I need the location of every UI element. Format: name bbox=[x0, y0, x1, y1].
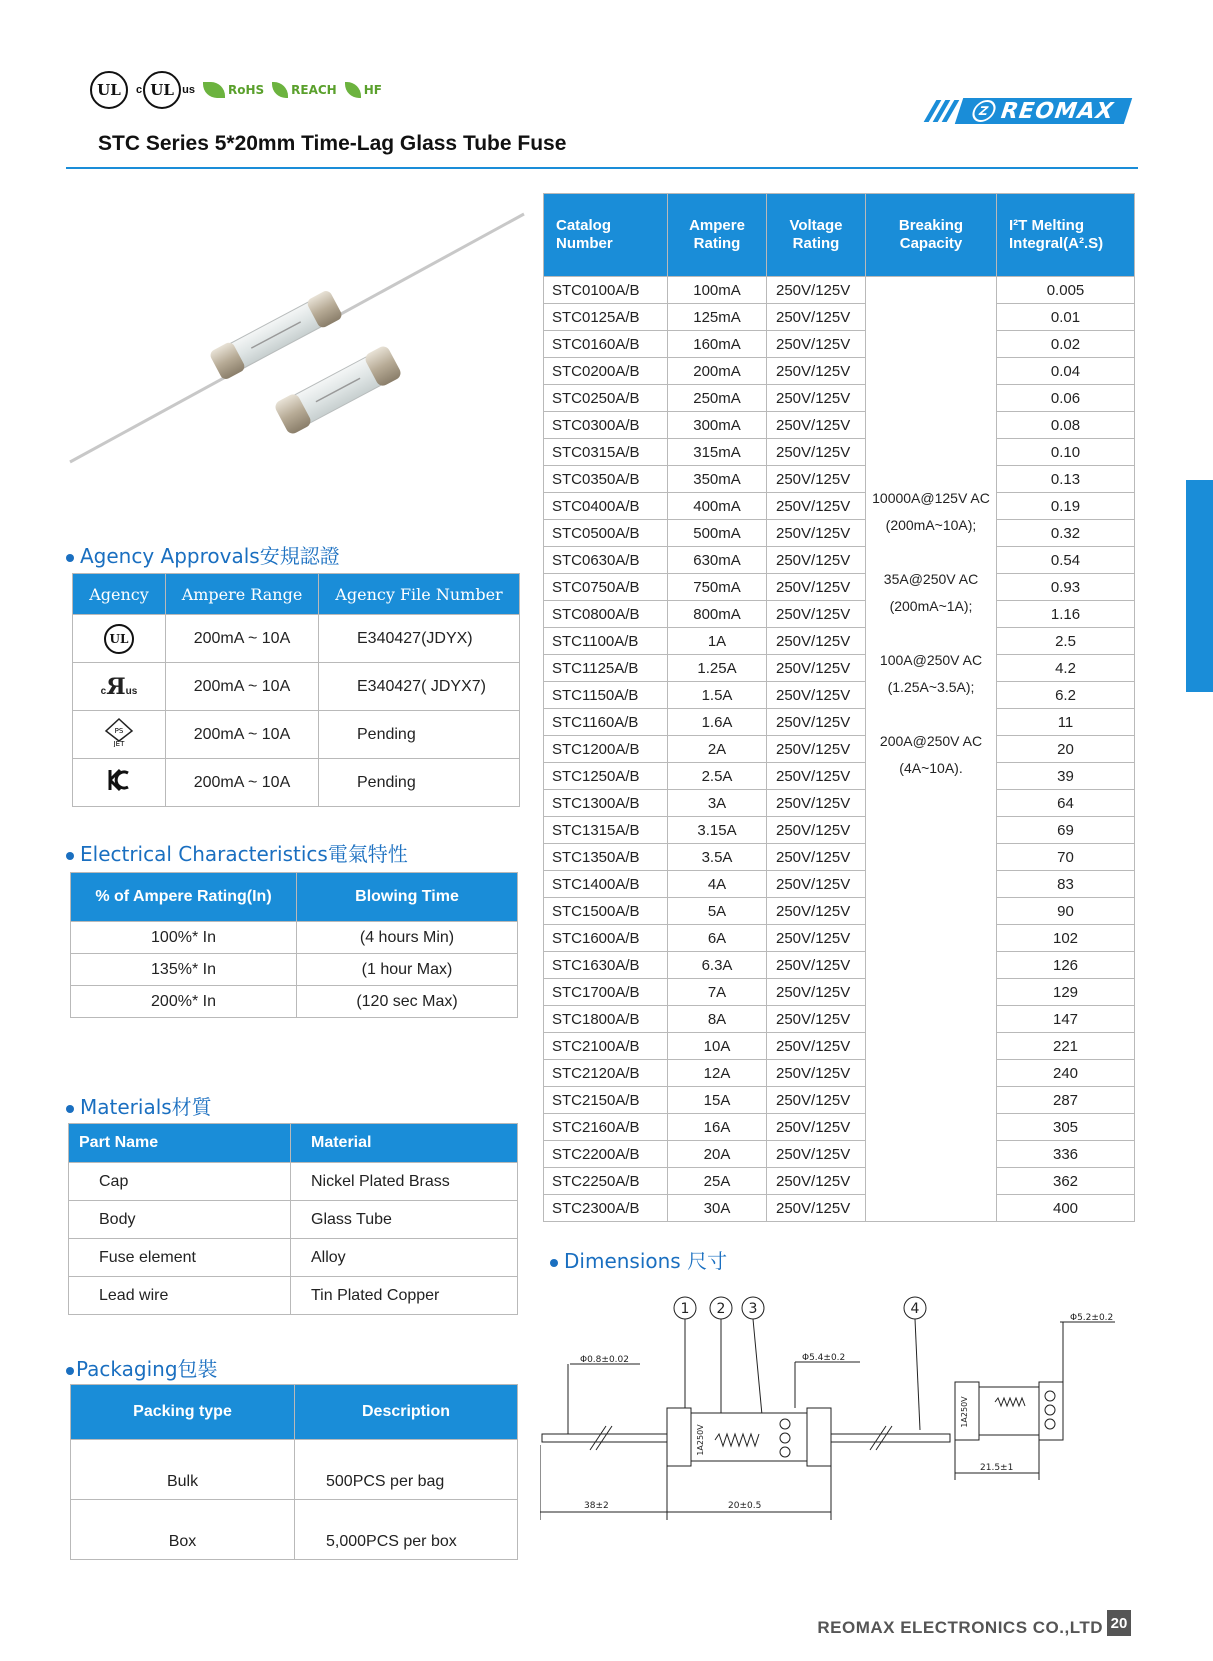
i2t-cell: 102 bbox=[997, 925, 1135, 952]
agency-approvals-heading: Agency Approvals安規認證 bbox=[66, 540, 340, 569]
ampere-rating-cell: 315mA bbox=[668, 439, 767, 466]
catalog-number-cell: STC1200A/B bbox=[544, 736, 668, 763]
rohs-leaf-icon: RoHS bbox=[203, 82, 264, 98]
i2t-cell: 0.04 bbox=[997, 358, 1135, 385]
table-row bbox=[544, 1060, 1135, 1087]
svg-text:38±2: 38±2 bbox=[584, 1501, 609, 1511]
table-row: 135%* In (1 hour Max) bbox=[71, 954, 518, 986]
voltage-rating-cell: 250V/125V bbox=[767, 1087, 866, 1114]
i2t-cell: 147 bbox=[997, 1006, 1135, 1033]
brand-logo: Z REOMAX bbox=[930, 98, 1128, 124]
ampere-rating-cell: 1.25A bbox=[668, 655, 767, 682]
table-row bbox=[544, 574, 1135, 601]
breaking-capacity-line: 10000A@125V AC bbox=[872, 490, 990, 506]
packaging-heading: Packaging包裝 bbox=[66, 1353, 218, 1382]
ampere-rating-cell: 2.5A bbox=[668, 763, 767, 790]
i2t-cell: 0.13 bbox=[997, 466, 1135, 493]
i2t-cell: 362 bbox=[997, 1168, 1135, 1195]
i2t-cell: 1.16 bbox=[997, 601, 1135, 628]
voltage-rating-cell: 250V/125V bbox=[767, 709, 866, 736]
catalog-number-cell: STC2150A/B bbox=[544, 1087, 668, 1114]
fuse-product-image bbox=[66, 210, 526, 470]
voltage-rating-cell: 250V/125V bbox=[767, 520, 866, 547]
voltage-rating-cell: 250V/125V bbox=[767, 1114, 866, 1141]
voltage-rating-cell: 250V/125V bbox=[767, 817, 866, 844]
voltage-rating-cell: 250V/125V bbox=[767, 439, 866, 466]
ul-icon: UL bbox=[90, 71, 128, 109]
catalog-number-cell: STC0300A/B bbox=[544, 412, 668, 439]
table-row bbox=[544, 412, 1135, 439]
table-row: cЯus 200mA ~ 10A E340427( JDYX7) bbox=[73, 663, 520, 711]
table-row bbox=[544, 925, 1135, 952]
catalog-number-cell: STC0315A/B bbox=[544, 439, 668, 466]
i2t-cell: 0.32 bbox=[997, 520, 1135, 547]
svg-text:21.5±1: 21.5±1 bbox=[980, 1463, 1014, 1473]
i2t-cell: 83 bbox=[997, 871, 1135, 898]
reach-leaf-icon: REACH bbox=[272, 82, 337, 98]
catalog-number-cell: STC1600A/B bbox=[544, 925, 668, 952]
ampere-rating-cell: 2A bbox=[668, 736, 767, 763]
ampere-rating-cell: 800mA bbox=[668, 601, 767, 628]
breaking-capacity-line bbox=[866, 701, 996, 728]
catalog-number-cell: STC0630A/B bbox=[544, 547, 668, 574]
electrical-heading: Electrical Characteristics電氣特性 bbox=[66, 838, 408, 867]
i2t-cell: 11 bbox=[997, 709, 1135, 736]
voltage-rating-cell: 250V/125V bbox=[767, 1195, 866, 1222]
table-row bbox=[544, 277, 1135, 304]
catalog-number-cell: STC1300A/B bbox=[544, 790, 668, 817]
catalog-number-cell: STC1250A/B bbox=[544, 763, 668, 790]
catalog-number-cell: STC1315A/B bbox=[544, 817, 668, 844]
table-row bbox=[544, 709, 1135, 736]
catalog-number-cell: STC1500A/B bbox=[544, 898, 668, 925]
catalog-number-cell: STC1100A/B bbox=[544, 628, 668, 655]
ampere-rating-cell: 160mA bbox=[668, 331, 767, 358]
table-row bbox=[544, 385, 1135, 412]
i2t-cell: 0.54 bbox=[997, 547, 1135, 574]
svg-text:1A250V: 1A250V bbox=[960, 1396, 969, 1428]
ampere-rating-cell: 16A bbox=[668, 1114, 767, 1141]
i2t-cell: 20 bbox=[997, 736, 1135, 763]
i2t-cell: 90 bbox=[997, 898, 1135, 925]
voltage-rating-cell: 250V/125V bbox=[767, 898, 866, 925]
ampere-rating-cell: 300mA bbox=[668, 412, 767, 439]
i2t-cell: 0.08 bbox=[997, 412, 1135, 439]
voltage-rating-cell: 250V/125V bbox=[767, 277, 866, 304]
description-col-header: Description bbox=[295, 1385, 518, 1440]
catalog-number-cell: STC1160A/B bbox=[544, 709, 668, 736]
table-row bbox=[544, 736, 1135, 763]
ampere-rating-cell: 1.5A bbox=[668, 682, 767, 709]
breaking-capacity-line bbox=[866, 539, 996, 566]
company-name: REOMAX ELECTRONICS CO.,LTD bbox=[817, 1618, 1103, 1637]
table-row: Cap Nickel Plated Brass bbox=[69, 1163, 518, 1201]
voltage-rating-cell: 250V/125V bbox=[767, 601, 866, 628]
table-row bbox=[544, 844, 1135, 871]
i2t-cell: 69 bbox=[997, 817, 1135, 844]
ampere-rating-cell: 350mA bbox=[668, 466, 767, 493]
ampere-rating-cell: 200mA bbox=[668, 358, 767, 385]
materials-heading: Materials材質 bbox=[66, 1091, 212, 1120]
i2t-cell: 4.2 bbox=[997, 655, 1135, 682]
catalog-number-cell: STC0400A/B bbox=[544, 493, 668, 520]
ampere-rating-cell: 12A bbox=[668, 1060, 767, 1087]
ampere-rating-cell: 6.3A bbox=[668, 952, 767, 979]
table-row bbox=[544, 601, 1135, 628]
voltage-rating-cell: 250V/125V bbox=[767, 358, 866, 385]
ampere-rating-cell: 6A bbox=[668, 925, 767, 952]
catalog-number-col-header: Catalog Number bbox=[544, 194, 668, 277]
svg-text:Φ5.2±0.2: Φ5.2±0.2 bbox=[1070, 1313, 1114, 1323]
table-row bbox=[544, 628, 1135, 655]
table-row bbox=[544, 304, 1135, 331]
packing-type-col-header: Packing type bbox=[71, 1385, 295, 1440]
i2t-cell: 0.06 bbox=[997, 385, 1135, 412]
cul-us-icon: cЯus bbox=[100, 673, 138, 700]
ampere-rating-cell: 15A bbox=[668, 1087, 767, 1114]
table-row: 200%* In (120 sec Max) bbox=[71, 986, 518, 1018]
voltage-rating-cell: 250V/125V bbox=[767, 1141, 866, 1168]
table-row bbox=[544, 466, 1135, 493]
catalog-number-cell: STC0750A/B bbox=[544, 574, 668, 601]
ul-icon: UL bbox=[104, 624, 134, 654]
table-row bbox=[544, 547, 1135, 574]
voltage-rating-cell: 250V/125V bbox=[767, 979, 866, 1006]
table-row: Body Glass Tube bbox=[69, 1201, 518, 1239]
voltage-rating-cell: 250V/125V bbox=[767, 493, 866, 520]
table-row bbox=[544, 520, 1135, 547]
ampere-rating-cell: 3.5A bbox=[668, 844, 767, 871]
table-row bbox=[544, 1006, 1135, 1033]
callout-1 bbox=[674, 1297, 696, 1319]
i2t-cell: 0.005 bbox=[997, 277, 1135, 304]
i2t-cell: 129 bbox=[997, 979, 1135, 1006]
catalog-number-cell: STC2200A/B bbox=[544, 1141, 668, 1168]
i2t-cell: 0.10 bbox=[997, 439, 1135, 466]
voltage-rating-cell: 250V/125V bbox=[767, 412, 866, 439]
catalog-number-cell: STC0800A/B bbox=[544, 601, 668, 628]
catalog-number-cell: STC0500A/B bbox=[544, 520, 668, 547]
svg-text:JET: JET bbox=[113, 740, 125, 747]
i2t-cell: 0.01 bbox=[997, 304, 1135, 331]
material-col-header: Material bbox=[291, 1124, 518, 1163]
breaking-capacity-cell bbox=[866, 277, 997, 1222]
voltage-rating-cell: 250V/125V bbox=[767, 871, 866, 898]
svg-text:20±0.5: 20±0.5 bbox=[728, 1501, 762, 1511]
catalog-number-cell: STC2160A/B bbox=[544, 1114, 668, 1141]
ampere-rating-cell: 30A bbox=[668, 1195, 767, 1222]
catalog-number-cell: STC1630A/B bbox=[544, 952, 668, 979]
table-row: UL 200mA ~ 10A E340427(JDYX) bbox=[73, 615, 520, 663]
ampere-rating-cell: 8A bbox=[668, 1006, 767, 1033]
i2t-cell: 70 bbox=[997, 844, 1135, 871]
voltage-rating-cell: 250V/125V bbox=[767, 466, 866, 493]
ampere-rating-cell: 5A bbox=[668, 898, 767, 925]
catalog-number-cell: STC1400A/B bbox=[544, 871, 668, 898]
ampere-rating-cell: 4A bbox=[668, 871, 767, 898]
agency-col-header: Agency bbox=[73, 574, 166, 615]
part-name-col-header: Part Name bbox=[69, 1124, 291, 1163]
blowing-time-col-header: Blowing Time bbox=[297, 873, 518, 922]
i2t-col-header: I²T Melting Integral(A².S) bbox=[997, 194, 1135, 277]
breaking-capacity-line: (1.25A~3.5A); bbox=[887, 679, 975, 695]
table-row bbox=[544, 952, 1135, 979]
svg-text:PS: PS bbox=[114, 727, 124, 735]
ampere-rating-cell: 1.6A bbox=[668, 709, 767, 736]
table-row bbox=[544, 1195, 1135, 1222]
table-row: PS JET 200mA ~ 10A Pending bbox=[73, 711, 520, 759]
i2t-cell: 0.19 bbox=[997, 493, 1135, 520]
i2t-cell: 221 bbox=[997, 1033, 1135, 1060]
svg-text:Φ5.4±0.2: Φ5.4±0.2 bbox=[802, 1353, 846, 1363]
svg-text:1: 1 bbox=[680, 1301, 690, 1317]
ampere-range-col-header: Ampere Range bbox=[166, 574, 319, 615]
ampere-rating-cell: 3A bbox=[668, 790, 767, 817]
table-row bbox=[544, 358, 1135, 385]
voltage-rating-cell: 250V/125V bbox=[767, 1060, 866, 1087]
svg-text:2: 2 bbox=[716, 1301, 726, 1317]
ampere-rating-cell: 20A bbox=[668, 1141, 767, 1168]
i2t-cell: 2.5 bbox=[997, 628, 1135, 655]
voltage-rating-cell: 250V/125V bbox=[767, 736, 866, 763]
table-row bbox=[544, 871, 1135, 898]
voltage-rating-cell: 250V/125V bbox=[767, 628, 866, 655]
catalog-number-cell: STC0160A/B bbox=[544, 331, 668, 358]
i2t-cell: 6.2 bbox=[997, 682, 1135, 709]
svg-text:Φ0.8±0.02: Φ0.8±0.02 bbox=[580, 1355, 629, 1365]
breaking-capacity-line: (4A~10A). bbox=[899, 760, 963, 776]
table-row: 100%* In (4 hours Min) bbox=[71, 922, 518, 954]
table-row bbox=[544, 763, 1135, 790]
ampere-rating-cell: 500mA bbox=[668, 520, 767, 547]
catalog-number-cell: STC0200A/B bbox=[544, 358, 668, 385]
file-number-col-header: Agency File Number bbox=[319, 574, 520, 615]
voltage-rating-cell: 250V/125V bbox=[767, 844, 866, 871]
materials-table bbox=[68, 1123, 518, 1315]
i2t-cell: 400 bbox=[997, 1195, 1135, 1222]
table-row: Fuse element Alloy bbox=[69, 1239, 518, 1277]
catalog-number-cell: STC1125A/B bbox=[544, 655, 668, 682]
catalog-number-cell: STC0100A/B bbox=[544, 277, 668, 304]
voltage-rating-cell: 250V/125V bbox=[767, 1033, 866, 1060]
breaking-capacity-line: 35A@250V AC bbox=[883, 571, 979, 587]
table-row bbox=[544, 898, 1135, 925]
ampere-rating-cell: 400mA bbox=[668, 493, 767, 520]
table-row: Box 5,000PCS per box bbox=[71, 1500, 518, 1560]
i2t-cell: 0.02 bbox=[997, 331, 1135, 358]
svg-text:1A250V: 1A250V bbox=[696, 1424, 705, 1456]
title-divider bbox=[66, 167, 1138, 169]
catalog-number-cell: STC2250A/B bbox=[544, 1168, 668, 1195]
breaking-capacity-line bbox=[866, 620, 996, 647]
hf-leaf-icon: HF bbox=[345, 82, 382, 98]
table-row: Bulk 500PCS per bag bbox=[71, 1440, 518, 1500]
i2t-cell: 126 bbox=[997, 952, 1135, 979]
voltage-rating-cell: 250V/125V bbox=[767, 331, 866, 358]
table-row bbox=[544, 439, 1135, 466]
catalog-number-cell: STC2100A/B bbox=[544, 1033, 668, 1060]
voltage-rating-cell: 250V/125V bbox=[767, 1006, 866, 1033]
table-row bbox=[544, 331, 1135, 358]
voltage-rating-cell: 250V/125V bbox=[767, 655, 866, 682]
catalog-number-cell: STC2300A/B bbox=[544, 1195, 668, 1222]
voltage-rating-cell: 250V/125V bbox=[767, 1168, 866, 1195]
ampere-rating-cell: 25A bbox=[668, 1168, 767, 1195]
i2t-cell: 0.93 bbox=[997, 574, 1135, 601]
voltage-rating-cell: 250V/125V bbox=[767, 763, 866, 790]
page-title: STC Series 5*20mm Time-Lag Glass Tube Fuse bbox=[98, 132, 567, 155]
i2t-cell: 336 bbox=[997, 1141, 1135, 1168]
voltage-rating-cell: 250V/125V bbox=[767, 547, 866, 574]
ampere-rating-cell: 7A bbox=[668, 979, 767, 1006]
callout-4 bbox=[904, 1297, 926, 1319]
cul-us-icon: c UL us bbox=[136, 71, 195, 109]
ampere-rating-cell: 630mA bbox=[668, 547, 767, 574]
voltage-rating-cell: 250V/125V bbox=[767, 790, 866, 817]
table-row bbox=[544, 1114, 1135, 1141]
ampere-rating-cell: 1A bbox=[668, 628, 767, 655]
table-row bbox=[544, 493, 1135, 520]
page-number: 20 bbox=[1107, 1610, 1131, 1636]
catalog-number-cell: STC0250A/B bbox=[544, 385, 668, 412]
table-row bbox=[544, 1141, 1135, 1168]
i2t-cell: 64 bbox=[997, 790, 1135, 817]
i2t-cell: 305 bbox=[997, 1114, 1135, 1141]
ampere-rating-cell: 10A bbox=[668, 1033, 767, 1060]
catalog-number-cell: STC0350A/B bbox=[544, 466, 668, 493]
pse-jet-icon bbox=[102, 717, 136, 747]
catalog-number-cell: STC1800A/B bbox=[544, 1006, 668, 1033]
certification-logos bbox=[90, 70, 382, 110]
voltage-rating-cell: 250V/125V bbox=[767, 304, 866, 331]
voltage-rating-cell: 250V/125V bbox=[767, 385, 866, 412]
table-row bbox=[544, 1168, 1135, 1195]
packaging-table bbox=[70, 1384, 518, 1560]
kc-icon bbox=[106, 767, 132, 793]
ampere-rating-cell: 250mA bbox=[668, 385, 767, 412]
ampere-rating-cell: 3.15A bbox=[668, 817, 767, 844]
table-row bbox=[544, 979, 1135, 1006]
voltage-rating-cell: 250V/125V bbox=[767, 574, 866, 601]
breaking-capacity-line: 100A@250V AC bbox=[879, 652, 983, 668]
table-row bbox=[544, 655, 1135, 682]
ampere-rating-cell: 100mA bbox=[668, 277, 767, 304]
catalog-number-cell: STC1700A/B bbox=[544, 979, 668, 1006]
table-row bbox=[544, 1033, 1135, 1060]
table-row bbox=[544, 682, 1135, 709]
catalog-number-cell: STC1350A/B bbox=[544, 844, 668, 871]
breaking-capacity-line: (200mA~10A); bbox=[885, 517, 977, 533]
table-row bbox=[544, 1087, 1135, 1114]
electrical-characteristics-table bbox=[70, 872, 518, 1018]
table-row: 200mA ~ 10A Pending bbox=[73, 759, 520, 807]
rating-col-header: % of Ampere Rating(In) bbox=[71, 873, 297, 922]
ampere-rating-cell: 125mA bbox=[668, 304, 767, 331]
table-row bbox=[544, 817, 1135, 844]
ampere-rating-cell: 750mA bbox=[668, 574, 767, 601]
breaking-capacity-col-header: Breaking Capacity bbox=[866, 194, 997, 277]
i2t-cell: 39 bbox=[997, 763, 1135, 790]
catalog-number-cell: STC1150A/B bbox=[544, 682, 668, 709]
catalog-number-cell: STC0125A/B bbox=[544, 304, 668, 331]
callout-2 bbox=[710, 1297, 732, 1319]
voltage-rating-cell: 250V/125V bbox=[767, 925, 866, 952]
side-tab-marker bbox=[1186, 480, 1213, 692]
breaking-capacity-line: (200mA~1A); bbox=[889, 598, 973, 614]
ampere-rating-col-header: Ampere Rating bbox=[668, 194, 767, 277]
table-row: Lead wire Tin Plated Copper bbox=[69, 1277, 518, 1315]
svg-text:3: 3 bbox=[748, 1301, 758, 1317]
voltage-rating-cell: 250V/125V bbox=[767, 952, 866, 979]
catalog-number-cell: STC2120A/B bbox=[544, 1060, 668, 1087]
voltage-rating-cell: 250V/125V bbox=[767, 682, 866, 709]
agency-approvals-table bbox=[72, 573, 520, 807]
i2t-cell: 287 bbox=[997, 1087, 1135, 1114]
dimension-drawing bbox=[540, 1290, 1160, 1550]
callout-3 bbox=[742, 1297, 764, 1319]
svg-text:4: 4 bbox=[910, 1301, 920, 1317]
breaking-capacity-line: 200A@250V AC bbox=[879, 733, 983, 749]
catalog-spec-table bbox=[543, 193, 1135, 1222]
i2t-cell: 240 bbox=[997, 1060, 1135, 1087]
dimensions-heading: Dimensions 尺寸 bbox=[550, 1245, 727, 1274]
table-row bbox=[544, 790, 1135, 817]
voltage-rating-col-header: Voltage Rating bbox=[767, 194, 866, 277]
